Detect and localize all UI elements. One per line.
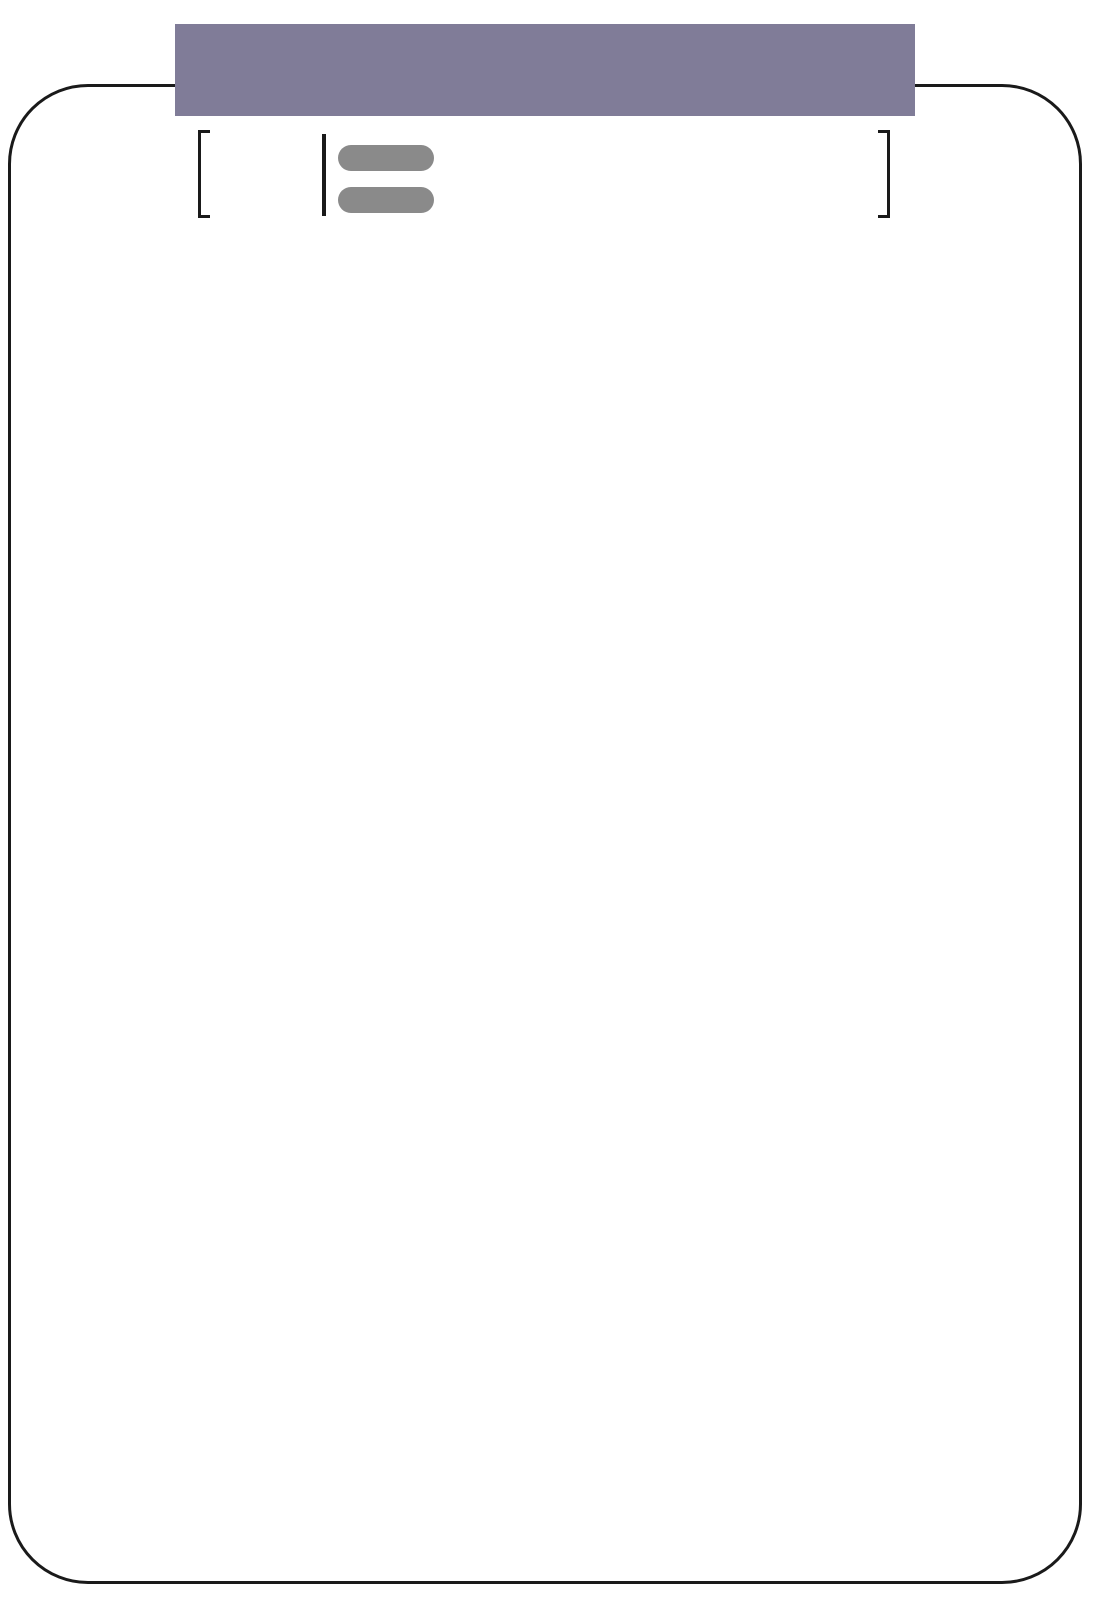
weekday-badge xyxy=(338,145,434,171)
schedule-card xyxy=(8,84,1082,1584)
hours-divider xyxy=(322,134,326,216)
office-hours xyxy=(198,130,898,222)
right-bracket xyxy=(878,130,890,218)
title-banner xyxy=(175,24,915,116)
weekday-hours xyxy=(338,144,484,172)
saturday-hours xyxy=(338,186,458,214)
left-bracket xyxy=(198,130,210,218)
saturday-badge xyxy=(338,187,434,213)
